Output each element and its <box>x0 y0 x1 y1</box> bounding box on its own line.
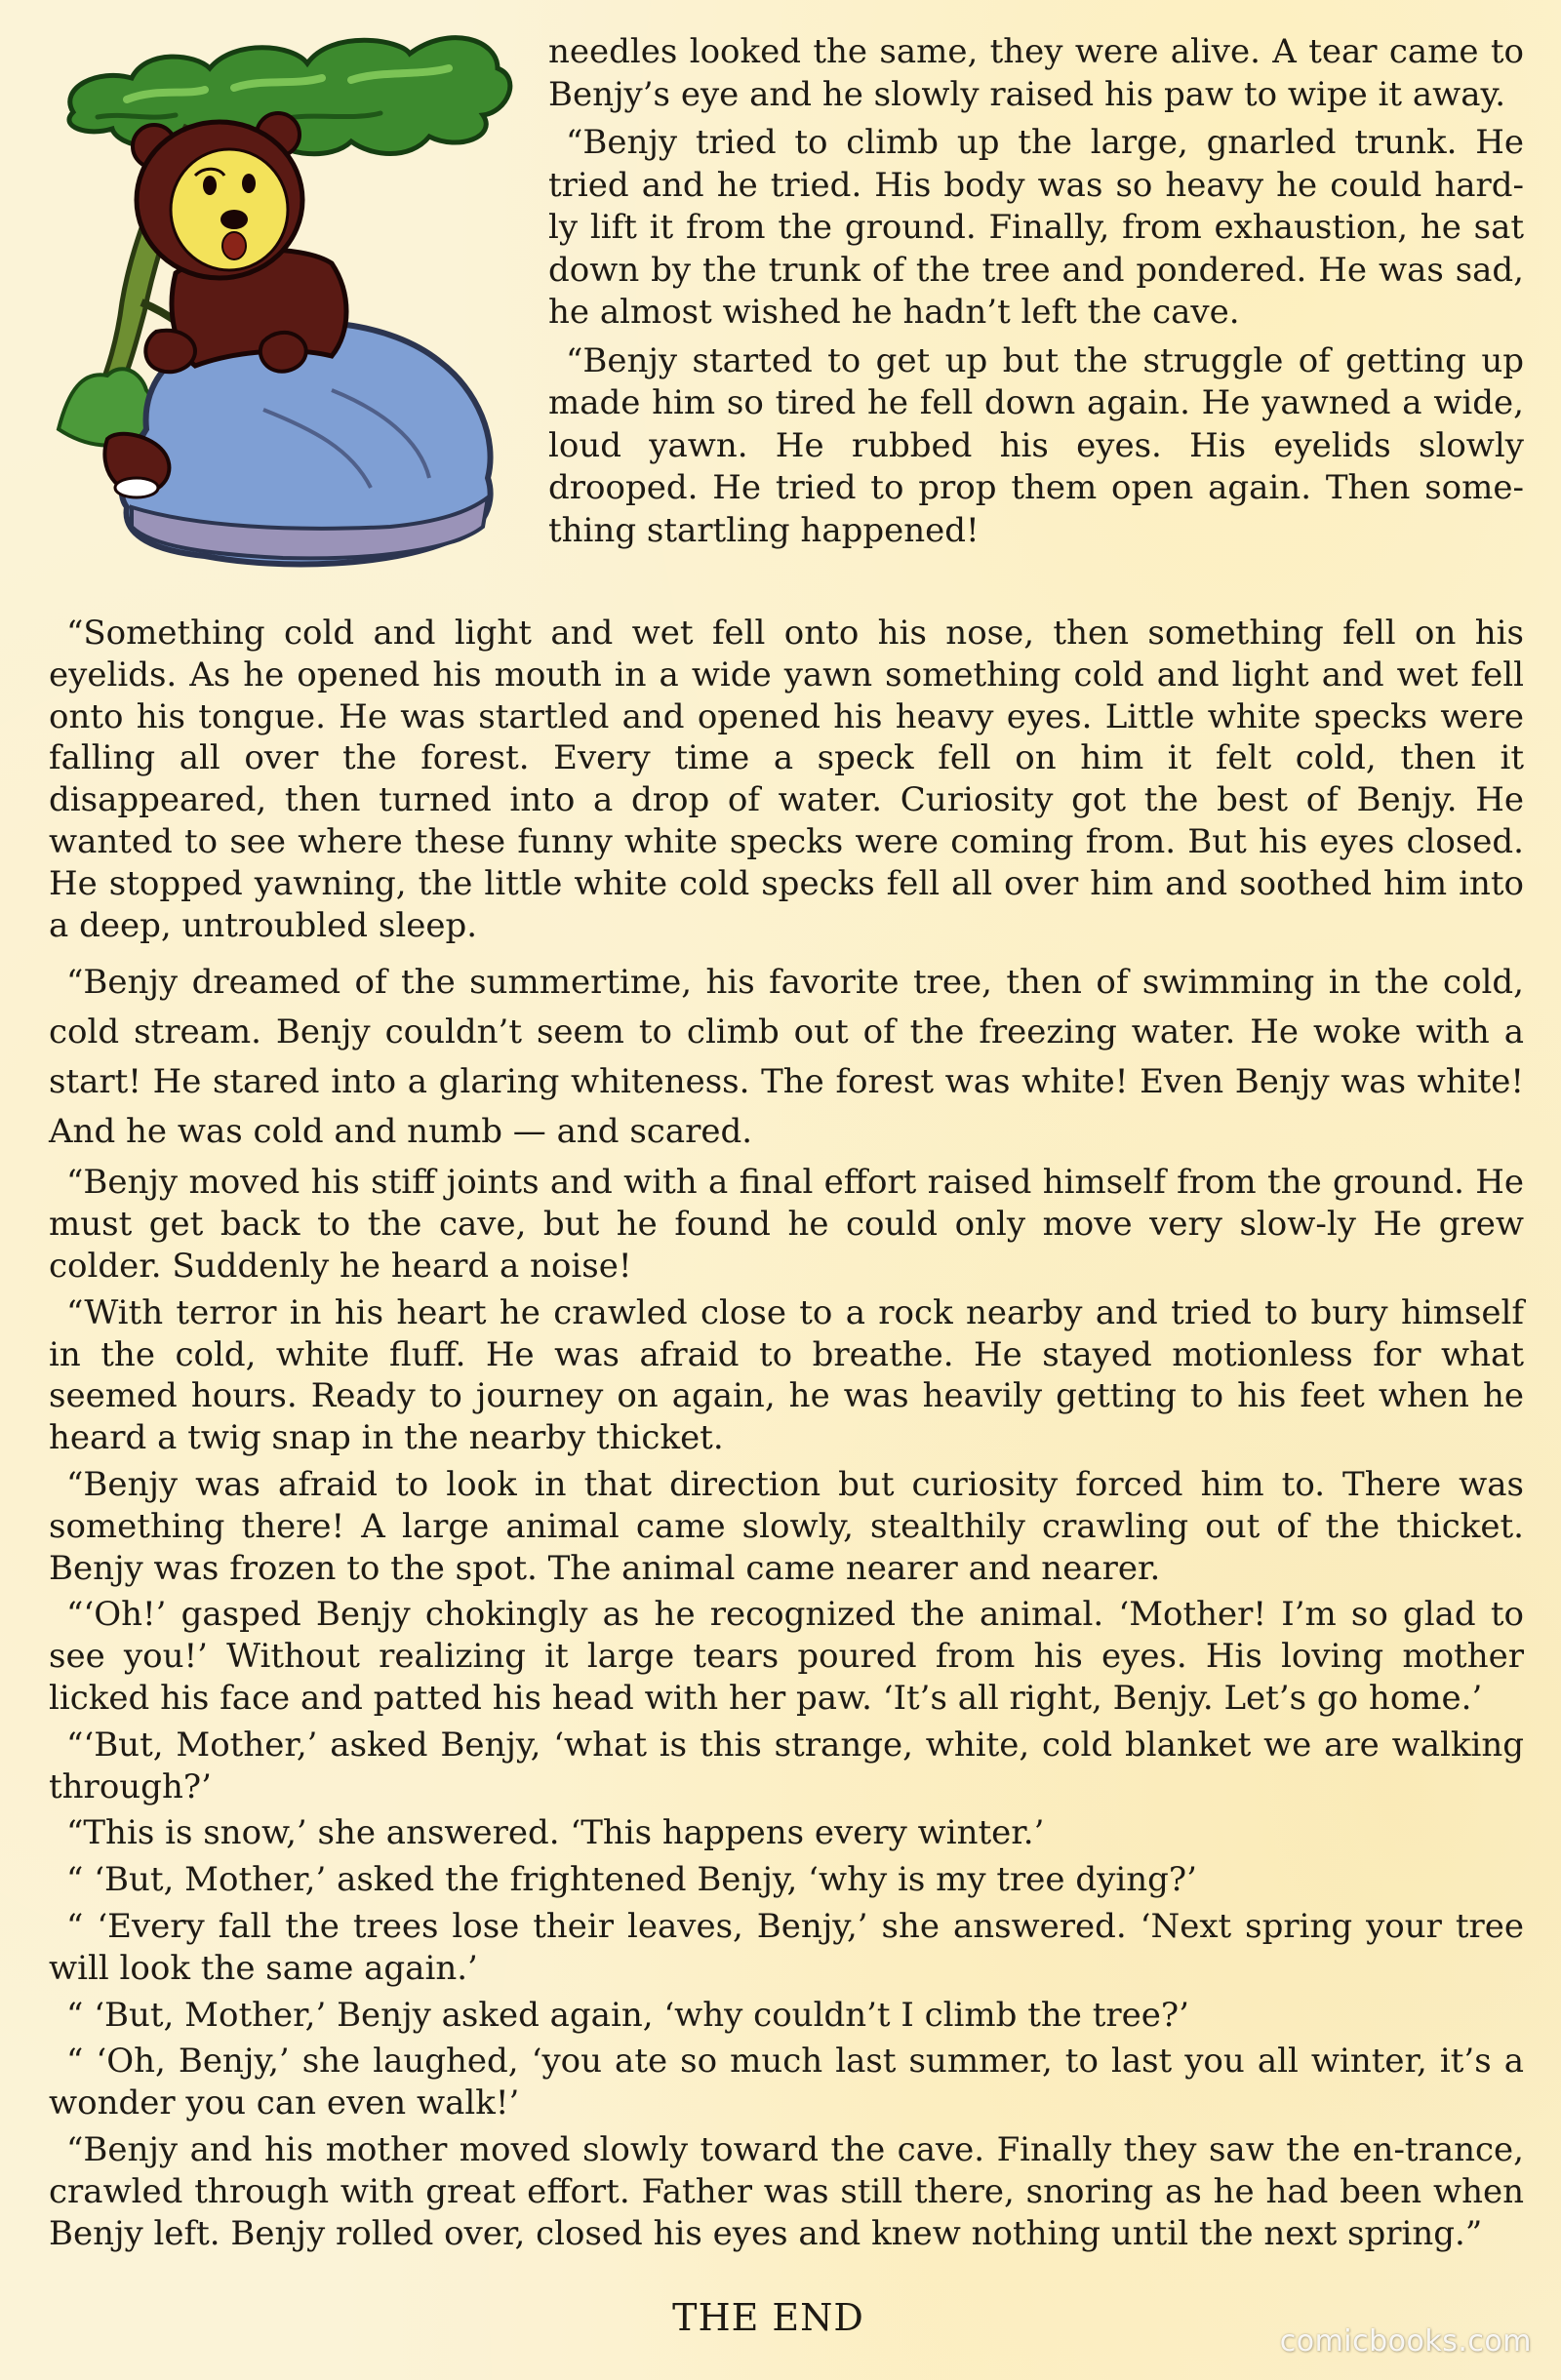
story-paragraph: “Something cold and light and wet fell onto his nose, then something fell on his eyelids. As he opened his mouth in a wide yawn something cold and light and wet fell onto his tongue. He was startled and opened his heavy eyes. Little white specks were falling all over the forest. Every time a speck fell on him it felt cold, then it disappeared, then turned into a drop of water. Curiosity got the best of Benjy. He wanted to see where these funny white specks were coming from. But his eyes closed. He stopped yawning, the little white cold specks fell all over him and soothed him into a deep, untroubled sleep. <box>49 614 1524 945</box>
watermark: comicbooks.com <box>1279 2324 1532 2359</box>
story-paragraph: “With terror in his heart he crawled close to a rock nearby and tried to bury himself in the cold, white fluff. He was afraid to breathe. He stayed motionless for what seemed hours. Ready to journey on again, he was heavily getting to his feet when he heard a twig snap in the nearby thicket. <box>49 1292 1524 1458</box>
story-paragraph: “‘Oh!’ gasped Benjy chokingly as he recognized the animal. ‘Mother! I’m so glad to see you!’ Without realizing it large tears poured from his eyes. His loving mother licked his face and patted his head with her paw. ‘It’s all right, Benjy. Let’s go home.’ <box>49 1595 1524 1718</box>
the-end-caption: THE END <box>672 2296 864 2339</box>
story-paragraph: “Benjy started to get up but the struggle of getting up made him so tired he fell down again. He yawned a wide, loud yawn. He rubbed his eyes. His eyelids slowly drooped. He tried to prop them open again. Then some-thing startling happened! <box>548 340 1524 550</box>
bear-paw-right <box>260 333 306 372</box>
story-paragraph: “Benjy was afraid to look in that direction but curiosity forced him to. There was something there! A large animal came slowly, stealthily crawling out of the thicket. Benjy was frozen to the spot. The animal came nearer and nearer. <box>49 1464 1524 1588</box>
story-paragraph: “Benjy moved his stiff joints and with a final effort raised himself from the ground. He must get back to the cave, but he found he could only move very slow-ly He grew colder. Suddenly he heard a noise! <box>49 1163 1524 1286</box>
story-paragraph: “Benjy tried to climb up the large, gnarled trunk. He tried and he tried. His body was so heavy he could hard-ly lift it from the ground. Finally, from exhaustion, he sat down by the trunk of the tree and pondered. He was sad, he almost wished he hadn’t left the cave. <box>548 123 1524 332</box>
bear-paw-left <box>145 331 195 373</box>
story-paragraph: “ ‘Oh, Benjy,’ she laughed, ‘you ate so much last summer, to last you all winter, it’s a wonder you can even walk!’ <box>49 2042 1524 2123</box>
story-paragraph: “Benjy and his mother moved slowly toward the cave. Finally they saw the en-trance, crawled through with great effort. Father was still there, snoring as he had been when Benjy left. Benjy rolled over, closed his eyes and knew nothing until the next spring.” <box>49 2129 1524 2253</box>
story-paragraph: “‘But, Mother,’ asked Benjy, ‘what is this strange, white, cold blanket we are walking through?’ <box>49 1725 1524 1806</box>
story-paragraph: needles looked the same, they were alive. A tear came to Benjy’s eye and he slowly raised his paw to wipe it away. <box>548 32 1524 114</box>
story-paragraph: “ ‘But, Mother,’ Benjy asked again, ‘why couldn’t I climb the tree?’ <box>66 1995 1189 2035</box>
bear-head <box>133 113 302 278</box>
story-paragraph: “Benjy dreamed of the summertime, his favorite tree, then of swimming in the cold, cold stream. Benjy couldn’t seem to climb out of the freezing water. He woke with a start! He stared into a glaring whiteness. The forest was white! Even Benjy was white! And he was cold and numb — and scared. <box>49 963 1524 1152</box>
story-text-top <box>548 31 1524 552</box>
story-text-main <box>49 613 1524 2254</box>
bear-on-rock-illustration <box>39 20 527 575</box>
story-paragraph: “ ‘Every fall the trees lose their leaves, Benjy,’ she answered. ‘Next spring your tree will look the same again.’ <box>49 1906 1524 1988</box>
story-paragraph: “ ‘But, Mother,’ asked the frightened Benjy, ‘why is my tree dying?’ <box>66 1860 1197 1900</box>
story-paragraph: “This is snow,’ she answered. ‘This happens every winter.’ <box>66 1813 1045 1853</box>
